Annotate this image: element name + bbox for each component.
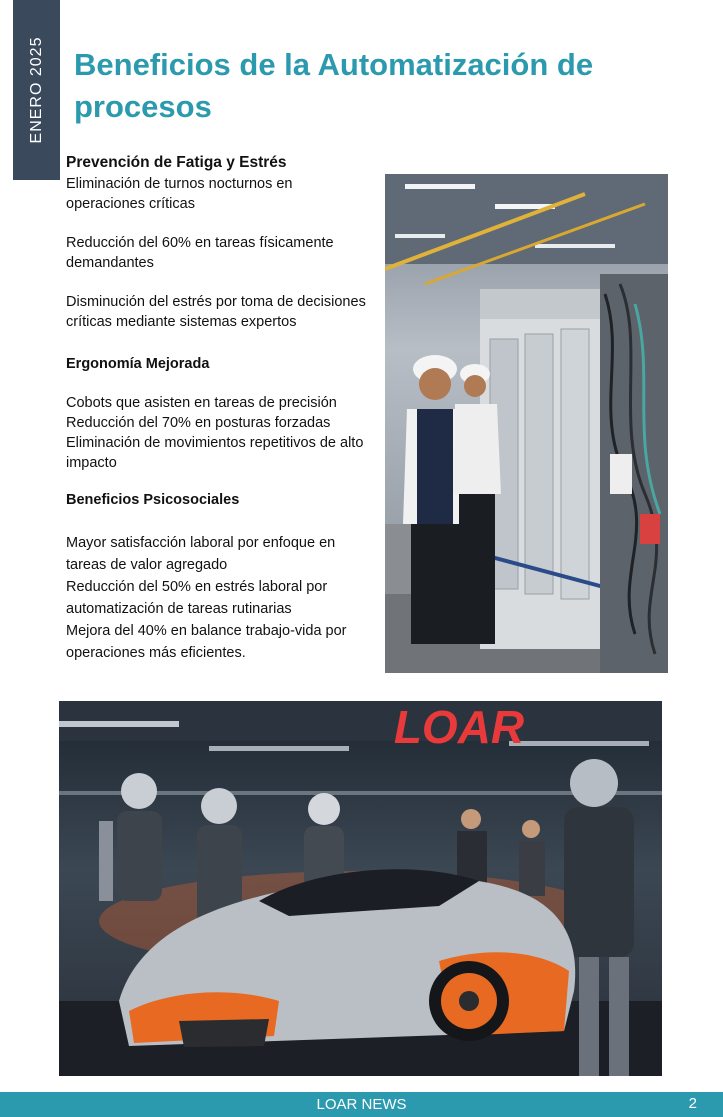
- list-item: Mejora del 40% en balance trabajo-vida por operaciones más eficientes.: [66, 623, 347, 661]
- list-item: Disminución del estrés por toma de decisiones críticas mediante sistemas expertos: [66, 294, 366, 330]
- loar-sign: LOAR: [393, 701, 525, 753]
- page-number: 2: [688, 1095, 697, 1112]
- list-item: Cobots que asisten en tareas de precisión: [66, 395, 337, 411]
- list-item: Mayor satisfacción laboral por enfoque en tareas de valor agregado: [66, 535, 336, 573]
- section-heading-fatiga: Prevención de Fatiga y Estrés: [66, 154, 287, 171]
- page-title: Beneficios de la Automatización de procesos: [74, 47, 594, 124]
- list-item: Eliminación de movimientos repetitivos de alto impacto: [66, 435, 364, 471]
- article-body: [66, 152, 366, 664]
- list-item: Eliminación de turnos nocturnos en operaciones críticas: [66, 176, 293, 212]
- publication-name: LOAR NEWS: [316, 1096, 407, 1113]
- list-item: Reducción del 70% en posturas forzadas: [66, 415, 331, 431]
- list-item: Reducción del 50% en estrés laboral por automatización de tareas rutinarias: [66, 579, 328, 617]
- factory-workers-photo: [385, 174, 668, 673]
- date-side-tab: [13, 0, 60, 180]
- section-heading-ergonomia: Ergonomía Mejorada: [66, 356, 210, 372]
- section-heading-psicosociales: Beneficios Psicosociales: [66, 492, 240, 508]
- page-footer: [0, 1092, 723, 1117]
- robots-sports-car-photo: [59, 701, 662, 1076]
- list-item: Reducción del 60% en tareas físicamente demandantes: [66, 235, 334, 271]
- date-label: ENERO 2025: [27, 36, 45, 144]
